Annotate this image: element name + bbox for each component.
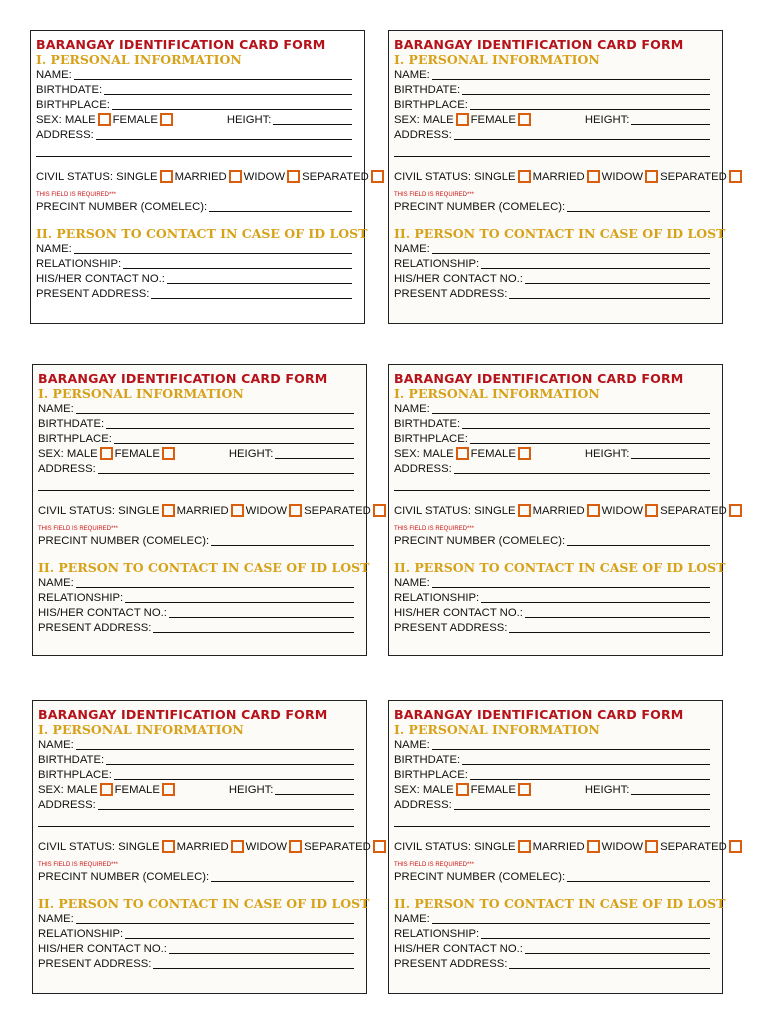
height-field[interactable] — [631, 458, 710, 459]
contact-name-label: NAME: — [38, 913, 74, 925]
relationship-label: RELATIONSHIP: — [394, 592, 480, 604]
address-field[interactable] — [454, 809, 710, 810]
contact-name-field[interactable] — [76, 587, 354, 588]
contact-name-field[interactable] — [432, 587, 710, 588]
form-title: BARANGAY IDENTIFICATION CARD FORM — [394, 371, 684, 386]
height-label: HEIGHT: — [228, 784, 274, 796]
single-checkbox[interactable] — [162, 840, 175, 853]
section-personal-info: I. PERSONAL INFORMATION — [38, 386, 244, 401]
female-label: FEMALE — [112, 114, 158, 126]
married-checkbox[interactable] — [231, 840, 244, 853]
precinct-field[interactable] — [209, 211, 352, 212]
section-contact-person: II. PERSON TO CONTACT IN CASE OF ID LOST — [38, 560, 370, 575]
height-field[interactable] — [275, 794, 354, 795]
present-address-label: PRESENT ADDRESS: — [36, 288, 150, 300]
required-note: THIS FIELD IS REQUIRED*** — [394, 862, 475, 868]
birthdate-field[interactable] — [106, 428, 354, 429]
section-contact-person: II. PERSON TO CONTACT IN CASE OF ID LOST — [36, 226, 368, 241]
present-address-field[interactable] — [509, 298, 710, 299]
name-label: NAME: — [38, 739, 74, 751]
required-note: THIS FIELD IS REQUIRED*** — [394, 526, 475, 532]
address-field-line-2[interactable] — [38, 476, 354, 491]
male-checkbox[interactable] — [456, 783, 469, 796]
address-label: ADDRESS: — [36, 129, 94, 141]
address-label: ADDRESS: — [394, 129, 452, 141]
contact-name-field[interactable] — [432, 923, 710, 924]
birthdate-label: BIRTHDATE: — [394, 418, 461, 430]
separated-label: SEPARATED — [302, 171, 369, 183]
address-label: ADDRESS: — [394, 799, 452, 811]
relationship-field[interactable] — [481, 938, 710, 939]
relationship-label: RELATIONSHIP: — [38, 928, 124, 940]
birthplace-field[interactable] — [470, 443, 710, 444]
birthdate-label: BIRTHDATE: — [394, 754, 461, 766]
sex-male-label: SEX: MALE — [38, 784, 98, 796]
widow-checkbox[interactable] — [289, 504, 302, 517]
contact-no-field[interactable] — [169, 617, 354, 618]
id-card-form — [388, 700, 727, 994]
section-contact-person: II. PERSON TO CONTACT IN CASE OF ID LOST — [394, 226, 726, 241]
contact-no-label: HIS/HER CONTACT NO.: — [38, 943, 167, 955]
form-title: BARANGAY IDENTIFICATION CARD FORM — [38, 371, 328, 386]
relationship-label: RELATIONSHIP: — [38, 592, 124, 604]
id-card-form — [32, 700, 371, 994]
married-checkbox[interactable] — [587, 170, 600, 183]
contact-name-label: NAME: — [394, 243, 430, 255]
birthdate-field[interactable] — [462, 94, 710, 95]
sex-male-label: SEX: MALE — [394, 114, 454, 126]
birthplace-label: BIRTHPLACE: — [38, 769, 112, 781]
present-address-field[interactable] — [509, 968, 710, 969]
widow-checkbox[interactable] — [645, 504, 658, 517]
height-label: HEIGHT: — [226, 114, 272, 126]
widow-checkbox[interactable] — [645, 840, 658, 853]
address-label: ADDRESS: — [394, 463, 452, 475]
name-field[interactable] — [76, 749, 354, 750]
address-label: ADDRESS: — [38, 799, 96, 811]
required-note: THIS FIELD IS REQUIRED*** — [394, 192, 475, 198]
widow-label: WIDOW — [245, 841, 288, 853]
married-checkbox[interactable] — [229, 170, 242, 183]
birthdate-label: BIRTHDATE: — [36, 84, 103, 96]
separated-checkbox[interactable] — [373, 504, 386, 517]
widow-checkbox[interactable] — [289, 840, 302, 853]
contact-no-field[interactable] — [525, 283, 710, 284]
precinct-label: PRECINT NUMBER (COMELEC): — [36, 201, 208, 213]
address-field[interactable] — [98, 473, 354, 474]
precinct-field[interactable] — [567, 545, 710, 546]
contact-no-label: HIS/HER CONTACT NO.: — [38, 607, 167, 619]
precinct-label: PRECINT NUMBER (COMELEC): — [394, 535, 566, 547]
name-label: NAME: — [36, 69, 72, 81]
contact-name-label: NAME: — [36, 243, 72, 255]
separated-checkbox[interactable] — [729, 170, 742, 183]
relationship-field[interactable] — [481, 268, 710, 269]
section-contact-person: II. PERSON TO CONTACT IN CASE OF ID LOST — [394, 896, 726, 911]
female-checkbox[interactable] — [160, 113, 173, 126]
height-field[interactable] — [631, 124, 710, 125]
separated-label: SEPARATED — [660, 171, 727, 183]
contact-name-field[interactable] — [76, 923, 354, 924]
present-address-label: PRESENT ADDRESS: — [394, 288, 508, 300]
contact-name-label: NAME: — [394, 577, 430, 589]
sex-male-label: SEX: MALE — [36, 114, 96, 126]
contact-name-field[interactable] — [74, 253, 352, 254]
birthplace-field[interactable] — [470, 109, 710, 110]
section-personal-info: I. PERSONAL INFORMATION — [394, 386, 600, 401]
present-address-field[interactable] — [509, 632, 710, 633]
civil-status-single-label: CIVIL STATUS: SINGLE — [394, 841, 516, 853]
present-address-label: PRESENT ADDRESS: — [38, 622, 152, 634]
contact-no-label: HIS/HER CONTACT NO.: — [36, 273, 165, 285]
section-personal-info: I. PERSONAL INFORMATION — [38, 722, 244, 737]
form-title: BARANGAY IDENTIFICATION CARD FORM — [394, 37, 684, 52]
separated-label: SEPARATED — [660, 505, 727, 517]
relationship-field[interactable] — [125, 938, 354, 939]
female-label: FEMALE — [470, 114, 516, 126]
civil-status-single-label: CIVIL STATUS: SINGLE — [38, 505, 160, 517]
female-label: FEMALE — [470, 784, 516, 796]
birthplace-field[interactable] — [114, 443, 354, 444]
section-contact-person: II. PERSON TO CONTACT IN CASE OF ID LOST — [38, 896, 370, 911]
birthplace-label: BIRTHPLACE: — [394, 99, 468, 111]
widow-label: WIDOW — [245, 505, 288, 517]
required-note: THIS FIELD IS REQUIRED*** — [38, 862, 119, 868]
married-label: MARRIED — [176, 505, 229, 517]
birthplace-label: BIRTHPLACE: — [38, 433, 112, 445]
separated-checkbox[interactable] — [373, 840, 386, 853]
id-card-form — [30, 30, 369, 324]
address-field-line-2[interactable] — [394, 476, 710, 491]
contact-no-field[interactable] — [525, 953, 710, 954]
female-checkbox[interactable] — [518, 783, 531, 796]
precinct-field[interactable] — [211, 881, 354, 882]
civil-status-single-label: CIVIL STATUS: SINGLE — [394, 171, 516, 183]
address-label: ADDRESS: — [38, 463, 96, 475]
address-field[interactable] — [454, 473, 710, 474]
present-address-label: PRESENT ADDRESS: — [38, 958, 152, 970]
address-field[interactable] — [454, 139, 710, 140]
sex-male-label: SEX: MALE — [394, 448, 454, 460]
present-address-field[interactable] — [153, 968, 354, 969]
name-label: NAME: — [394, 69, 430, 81]
address-field-line-2[interactable] — [394, 142, 710, 157]
widow-checkbox[interactable] — [287, 170, 300, 183]
address-field-line-2[interactable] — [394, 812, 710, 827]
civil-status-single-label: CIVIL STATUS: SINGLE — [36, 171, 158, 183]
height-field[interactable] — [275, 458, 354, 459]
precinct-label: PRECINT NUMBER (COMELEC): — [394, 201, 566, 213]
male-checkbox[interactable] — [100, 783, 113, 796]
civil-status-single-label: CIVIL STATUS: SINGLE — [394, 505, 516, 517]
female-checkbox[interactable] — [518, 113, 531, 126]
separated-label: SEPARATED — [304, 841, 371, 853]
name-field[interactable] — [432, 79, 710, 80]
female-checkbox[interactable] — [518, 447, 531, 460]
sex-male-label: SEX: MALE — [394, 784, 454, 796]
male-checkbox[interactable] — [100, 447, 113, 460]
widow-label: WIDOW — [243, 171, 286, 183]
single-checkbox[interactable] — [518, 504, 531, 517]
birthplace-label: BIRTHPLACE: — [36, 99, 110, 111]
id-card-form — [32, 364, 371, 656]
height-label: HEIGHT: — [584, 114, 630, 126]
birthdate-field[interactable] — [462, 428, 710, 429]
widow-label: WIDOW — [601, 505, 644, 517]
contact-name-field[interactable] — [432, 253, 710, 254]
required-note: THIS FIELD IS REQUIRED*** — [36, 192, 117, 198]
contact-no-field[interactable] — [525, 617, 710, 618]
required-note: THIS FIELD IS REQUIRED*** — [38, 526, 119, 532]
married-label: MARRIED — [532, 171, 585, 183]
section-personal-info: I. PERSONAL INFORMATION — [394, 722, 600, 737]
married-label: MARRIED — [532, 841, 585, 853]
present-address-label: PRESENT ADDRESS: — [394, 958, 508, 970]
name-field[interactable] — [432, 749, 710, 750]
separated-label: SEPARATED — [660, 841, 727, 853]
birthdate-field[interactable] — [104, 94, 352, 95]
female-checkbox[interactable] — [162, 447, 175, 460]
birthdate-label: BIRTHDATE: — [38, 418, 105, 430]
form-title: BARANGAY IDENTIFICATION CARD FORM — [38, 707, 328, 722]
precinct-field[interactable] — [567, 881, 710, 882]
female-checkbox[interactable] — [162, 783, 175, 796]
name-field[interactable] — [74, 79, 352, 80]
birthplace-field[interactable] — [470, 779, 710, 780]
section-personal-info: I. PERSONAL INFORMATION — [36, 52, 242, 67]
married-label: MARRIED — [176, 841, 229, 853]
form-title: BARANGAY IDENTIFICATION CARD FORM — [36, 37, 326, 52]
address-field-line-2[interactable] — [36, 142, 352, 157]
height-field[interactable] — [631, 794, 710, 795]
name-field[interactable] — [432, 413, 710, 414]
married-label: MARRIED — [174, 171, 227, 183]
married-checkbox[interactable] — [587, 504, 600, 517]
precinct-field[interactable] — [211, 545, 354, 546]
married-checkbox[interactable] — [587, 840, 600, 853]
male-checkbox[interactable] — [456, 447, 469, 460]
separated-checkbox[interactable] — [371, 170, 384, 183]
id-card-form — [388, 364, 727, 656]
birthdate-field[interactable] — [106, 764, 354, 765]
married-label: MARRIED — [532, 505, 585, 517]
address-field-line-2[interactable] — [38, 812, 354, 827]
height-field[interactable] — [273, 124, 352, 125]
birthdate-label: BIRTHDATE: — [38, 754, 105, 766]
relationship-field[interactable] — [123, 268, 352, 269]
height-label: HEIGHT: — [228, 448, 274, 460]
widow-label: WIDOW — [601, 171, 644, 183]
birthplace-field[interactable] — [114, 779, 354, 780]
contact-name-label: NAME: — [38, 577, 74, 589]
birthplace-field[interactable] — [112, 109, 352, 110]
separated-checkbox[interactable] — [729, 504, 742, 517]
relationship-label: RELATIONSHIP: — [394, 258, 480, 270]
id-card-form — [388, 30, 727, 324]
birthplace-label: BIRTHPLACE: — [394, 769, 468, 781]
relationship-label: RELATIONSHIP: — [36, 258, 122, 270]
widow-checkbox[interactable] — [645, 170, 658, 183]
form-title: BARANGAY IDENTIFICATION CARD FORM — [394, 707, 684, 722]
address-field[interactable] — [98, 809, 354, 810]
contact-no-label: HIS/HER CONTACT NO.: — [394, 273, 523, 285]
precinct-label: PRECINT NUMBER (COMELEC): — [394, 871, 566, 883]
separated-label: SEPARATED — [304, 505, 371, 517]
name-field[interactable] — [76, 413, 354, 414]
name-label: NAME: — [38, 403, 74, 415]
name-label: NAME: — [394, 739, 430, 751]
sex-male-label: SEX: MALE — [38, 448, 98, 460]
contact-name-label: NAME: — [394, 913, 430, 925]
present-address-field[interactable] — [151, 298, 352, 299]
name-label: NAME: — [394, 403, 430, 415]
single-checkbox[interactable] — [162, 504, 175, 517]
female-label: FEMALE — [114, 784, 160, 796]
height-label: HEIGHT: — [584, 784, 630, 796]
civil-status-single-label: CIVIL STATUS: SINGLE — [38, 841, 160, 853]
height-label: HEIGHT: — [584, 448, 630, 460]
birthdate-label: BIRTHDATE: — [394, 84, 461, 96]
contact-no-field[interactable] — [167, 283, 352, 284]
female-label: FEMALE — [114, 448, 160, 460]
female-label: FEMALE — [470, 448, 516, 460]
precinct-label: PRECINT NUMBER (COMELEC): — [38, 535, 210, 547]
single-checkbox[interactable] — [518, 840, 531, 853]
widow-label: WIDOW — [601, 841, 644, 853]
contact-no-label: HIS/HER CONTACT NO.: — [394, 607, 523, 619]
birthdate-field[interactable] — [462, 764, 710, 765]
precinct-field[interactable] — [567, 211, 710, 212]
present-address-field[interactable] — [153, 632, 354, 633]
section-contact-person: II. PERSON TO CONTACT IN CASE OF ID LOST — [394, 560, 726, 575]
single-checkbox[interactable] — [160, 170, 173, 183]
address-field[interactable] — [96, 139, 352, 140]
birthplace-label: BIRTHPLACE: — [394, 433, 468, 445]
married-checkbox[interactable] — [231, 504, 244, 517]
male-checkbox[interactable] — [456, 113, 469, 126]
relationship-field[interactable] — [481, 602, 710, 603]
single-checkbox[interactable] — [518, 170, 531, 183]
relationship-field[interactable] — [125, 602, 354, 603]
separated-checkbox[interactable] — [729, 840, 742, 853]
present-address-label: PRESENT ADDRESS: — [394, 622, 508, 634]
male-checkbox[interactable] — [98, 113, 111, 126]
relationship-label: RELATIONSHIP: — [394, 928, 480, 940]
precinct-label: PRECINT NUMBER (COMELEC): — [38, 871, 210, 883]
section-personal-info: I. PERSONAL INFORMATION — [394, 52, 600, 67]
contact-no-label: HIS/HER CONTACT NO.: — [394, 943, 523, 955]
contact-no-field[interactable] — [169, 953, 354, 954]
